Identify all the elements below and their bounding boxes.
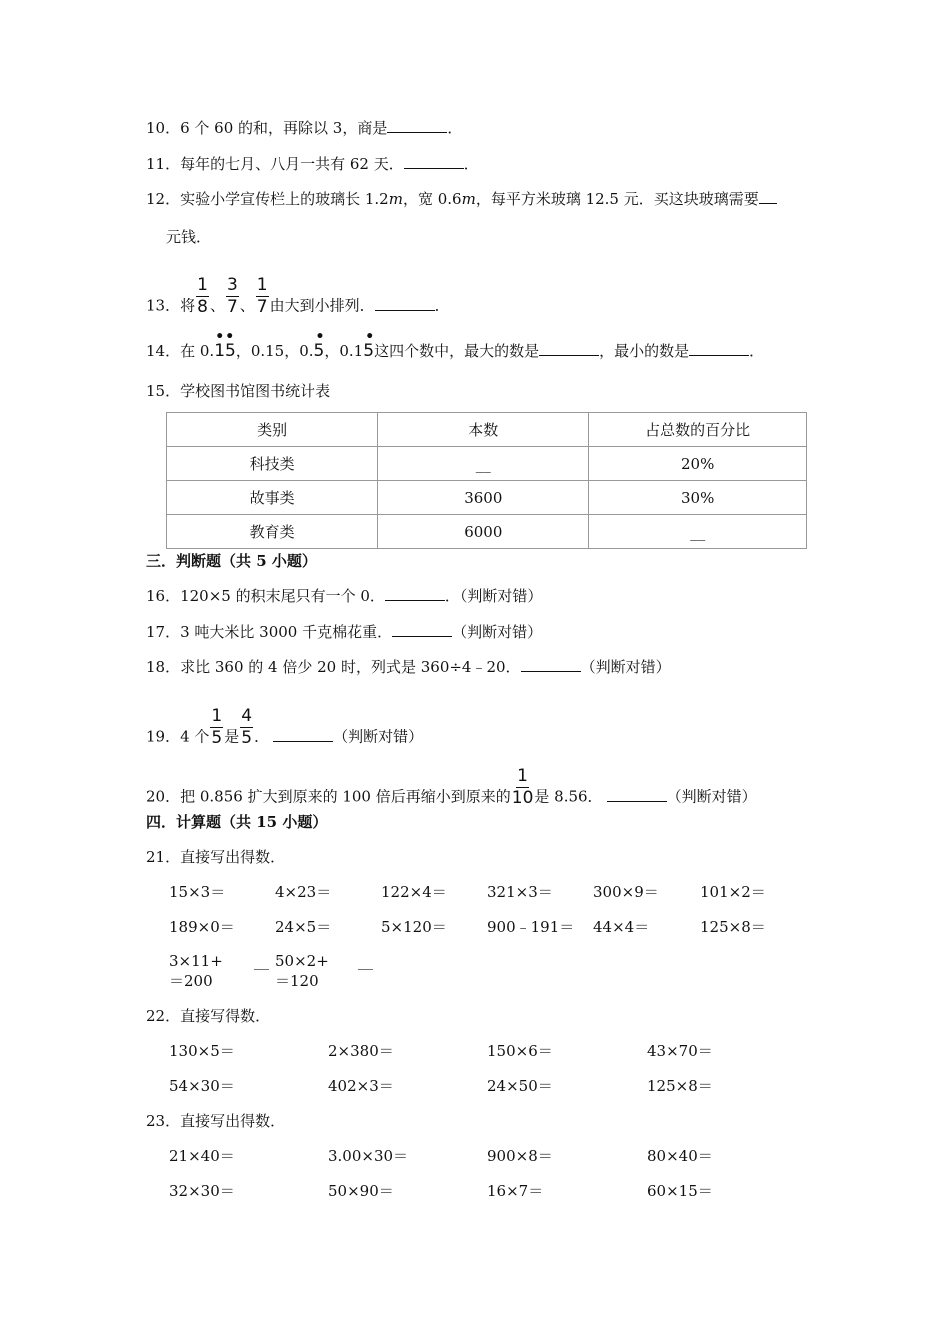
question-number: 23． [146, 1112, 181, 1130]
calc-item[interactable]: 24×5＝ [275, 918, 332, 936]
answer-blank[interactable] [607, 787, 667, 802]
question-22 [146, 1006, 270, 1026]
calc-item[interactable]: 130×5＝ [169, 1042, 235, 1060]
table-header-row [167, 413, 807, 447]
calc-item[interactable]: 15×3＝ [169, 883, 226, 901]
question-text: 是 8.56． [534, 787, 603, 806]
calc-item[interactable]: 402×3＝ [328, 1077, 394, 1095]
calc-item[interactable]: 21×40＝ [169, 1147, 235, 1165]
answer-blank[interactable] [759, 189, 777, 204]
numerator: 3 [226, 275, 238, 295]
question-text: 求比 360 的 4 倍少 20 时，列式是 360÷4﹣20． [180, 658, 521, 676]
question-number: 22． [146, 1007, 181, 1025]
calc-item[interactable]: 4×23＝ [275, 883, 332, 901]
answer-blank[interactable] [392, 622, 452, 637]
calc-item[interactable]: 150×6＝ [487, 1042, 553, 1060]
question-text: 这四个数中，最大的数是 [374, 342, 540, 360]
answer-blank[interactable] [387, 118, 447, 133]
numerator: 1 [517, 766, 528, 786]
table-cell-blank[interactable]: __ [589, 515, 807, 549]
question-number: 10． [146, 119, 181, 137]
question-text: 直接写出得数． [180, 848, 286, 866]
question-10 [146, 118, 462, 138]
calc-item: 50×2+ [275, 952, 329, 970]
calc-item[interactable]: 80×40＝ [647, 1147, 713, 1165]
question-text: 6 个 60 的和，再除以 3，商是 [180, 119, 388, 137]
unit: m [388, 190, 403, 208]
question-number: 15． [146, 382, 181, 400]
question-number: 13． [146, 296, 181, 315]
question-text: ，0.1 [324, 342, 364, 360]
answer-blank[interactable]: __ [254, 952, 269, 970]
punctuation: ． [749, 342, 765, 360]
table-cell: 20% [589, 447, 807, 481]
question-text: 实验小学宣传栏上的玻璃长 1.2 [180, 190, 389, 208]
table-row [167, 447, 807, 481]
separator: 、 [239, 296, 255, 315]
calc-item[interactable]: 50×90＝ [328, 1182, 394, 1200]
question-text: ，最小的数是 [599, 342, 690, 360]
calc-item[interactable]: 189×0＝ [169, 918, 235, 936]
table-cell: 科技类 [167, 447, 378, 481]
punctuation: ． [463, 155, 479, 173]
judge-hint: （判断对错） [452, 623, 543, 641]
question-text: ，每平方米玻璃 12.5 元．买这块玻璃需要 [475, 190, 759, 208]
question-text: 将 [180, 296, 196, 315]
question-number: 18． [146, 658, 181, 676]
calc-item[interactable]: 125×8＝ [647, 1077, 713, 1095]
calc-item: 3×11+ [169, 952, 223, 970]
table-cell: 6000 [378, 515, 589, 549]
question-number: 19． [146, 727, 181, 746]
question-15 [146, 381, 330, 401]
question-text: 在 0. [180, 342, 215, 360]
heading-text: 三．判断题（共 [146, 552, 257, 570]
calc-item[interactable]: 900×8＝ [487, 1147, 553, 1165]
table-cell: 故事类 [167, 481, 378, 515]
fraction-1-5 [210, 707, 223, 748]
repeat-dot: • [225, 329, 235, 345]
question-21 [146, 847, 285, 867]
digits: 15 [214, 341, 236, 361]
fraction-1-7 [256, 276, 269, 317]
question-text: 每年的七月、八月一共有 62 天． [180, 155, 404, 173]
calc-item[interactable]: 54×30＝ [169, 1077, 235, 1095]
heading-text: 小题） [266, 552, 317, 570]
question-12 [146, 189, 777, 209]
answer-blank-max[interactable] [539, 341, 599, 356]
calc-item[interactable]: 16×7＝ [487, 1182, 544, 1200]
header-cell: 占总数的百分比 [589, 413, 807, 447]
question-text: 3 吨大米比 3000 千克棉花重． [180, 623, 393, 641]
punctuation: ． [447, 119, 463, 137]
question-17 [146, 622, 542, 642]
question-text: 元钱． [166, 228, 212, 246]
calc-item[interactable]: 101×2＝ [700, 883, 766, 901]
repeat-dot: • [215, 329, 225, 345]
question-number: 11． [146, 155, 181, 173]
denominator: 7 [226, 297, 238, 317]
table-row [167, 515, 807, 549]
numerator: 4 [241, 706, 253, 726]
question-number: 14． [146, 342, 181, 360]
heading-text: 小题） [277, 813, 328, 831]
answer-blank-min[interactable] [689, 341, 749, 356]
question-text: 120×5 的积末尾只有一个 0． [180, 587, 385, 605]
repeat-dot: • [365, 329, 375, 345]
denominator: 5 [241, 728, 253, 748]
denominator: 8 [197, 297, 208, 317]
question-text: 是 [224, 727, 240, 746]
question-number: 17． [146, 623, 181, 641]
answer-blank[interactable] [521, 657, 581, 672]
question-16 [146, 586, 542, 606]
question-12-line2 [166, 227, 211, 247]
table-cell: 3600 [378, 481, 589, 515]
table-cell-blank[interactable]: __ [378, 447, 589, 481]
digits: 5 [313, 341, 325, 361]
repeating-decimal-15b [363, 329, 375, 361]
heading-count: 15 [256, 813, 278, 831]
calc-item[interactable]: 44×4＝ [593, 918, 650, 936]
calc-item[interactable]: 60×15＝ [647, 1182, 713, 1200]
calc-item[interactable]: 125×8＝ [700, 918, 766, 936]
fraction-1-8 [196, 276, 209, 317]
question-text: ，宽 0.6 [402, 190, 462, 208]
numerator: 1 [211, 706, 223, 726]
calc-item[interactable]: 43×70＝ [647, 1042, 713, 1060]
calc-item[interactable]: 2×380＝ [328, 1042, 394, 1060]
judge-hint: （判断对错） [666, 787, 757, 806]
calc-item[interactable]: 900﹣191＝ [487, 918, 575, 936]
denominator: 7 [256, 297, 268, 317]
question-number: 16． [146, 587, 181, 605]
header-cell: 类别 [167, 413, 378, 447]
answer-blank[interactable] [273, 727, 333, 742]
answer-blank[interactable] [375, 296, 435, 311]
answer-blank[interactable] [385, 586, 445, 601]
calc-item[interactable]: 122×4＝ [381, 883, 447, 901]
question-11 [146, 154, 479, 174]
calc-item[interactable]: 321×3＝ [487, 883, 553, 901]
judge-hint: （判断对错） [333, 727, 424, 746]
question-text: 直接写出得数． [180, 1112, 286, 1130]
calc-item[interactable]: 32×30＝ [169, 1182, 235, 1200]
numerator: 1 [197, 275, 208, 295]
calc-item: ＝200 [169, 972, 213, 990]
answer-blank[interactable]: __ [358, 952, 373, 970]
question-text: 学校图书馆图书统计表 [180, 382, 331, 400]
section-3-heading [146, 551, 317, 571]
question-text: 由大到小排列． [269, 296, 375, 315]
fraction-4-5 [240, 707, 253, 748]
calc-item[interactable]: 5×120＝ [381, 918, 447, 936]
fraction-3-7 [226, 276, 239, 317]
calc-item: ＝120 [275, 972, 319, 990]
heading-count: 5 [256, 552, 267, 570]
question-18 [146, 657, 671, 677]
denominator: 10 [511, 788, 534, 808]
punctuation: ． [434, 296, 450, 315]
question-19 [146, 706, 424, 758]
book-statistics-table [166, 412, 807, 549]
question-number: 12． [146, 190, 181, 208]
punctuation: ． [254, 727, 270, 746]
calc-item[interactable]: 300×9＝ [593, 883, 659, 901]
judge-hint: （判断对错） [580, 658, 671, 676]
answer-blank[interactable] [404, 154, 464, 169]
denominator: 5 [211, 728, 223, 748]
question-number: 21． [146, 848, 181, 866]
table-cell: 教育类 [167, 515, 378, 549]
question-23 [146, 1111, 285, 1131]
separator: 、 [209, 296, 225, 315]
table-row [167, 481, 807, 515]
repeating-decimal-15 [214, 329, 236, 361]
unit: m [461, 190, 476, 208]
question-14 [146, 329, 765, 361]
digits: 5 [363, 341, 375, 361]
numerator: 1 [256, 275, 268, 295]
calc-item[interactable]: 3.00×30＝ [328, 1147, 409, 1165]
heading-text: 四．计算题（共 [146, 813, 257, 831]
table-cell: 30% [589, 481, 807, 515]
fraction-1-10 [512, 767, 534, 808]
question-text: 直接写得数． [180, 1007, 271, 1025]
repeating-decimal-5 [313, 329, 325, 361]
judge-hint: ．（判断对错） [444, 587, 543, 605]
repeat-dot: • [315, 329, 325, 345]
question-13 [146, 275, 450, 327]
question-text: 把 0.856 扩大到原来的 100 倍后再缩小到原来的 [180, 787, 511, 806]
question-text: 4 个 [180, 727, 210, 746]
header-cell: 本数 [378, 413, 589, 447]
question-text: ，0.15，0. [235, 342, 314, 360]
question-number: 20． [146, 787, 181, 806]
section-4-heading [146, 812, 327, 832]
calc-item[interactable]: 24×50＝ [487, 1077, 553, 1095]
